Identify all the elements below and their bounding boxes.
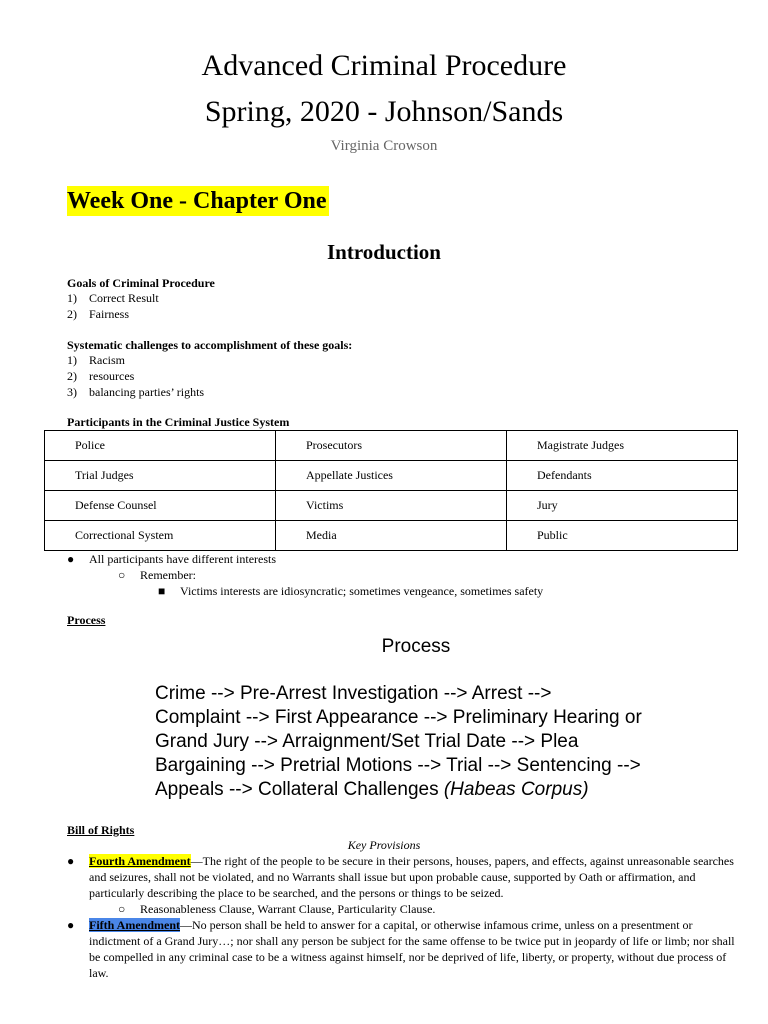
list-text: resources	[89, 369, 135, 383]
bullet-icon: ●	[67, 854, 75, 868]
list-text: Fairness	[89, 307, 129, 321]
list-item	[67, 384, 204, 400]
amendment-body: —No person shall be held to answer for a capital, or otherwise infamous crime, unless on a presentment or indictment of a Grand Jury…; nor shall any person be subject for the same offense to be twice put in jeopardy of life or limb; nor shall be compelled in any criminal case to be a witness against himself, nor be deprived of life, liberty, or property, without due process of law.	[89, 918, 735, 980]
table-cell: Correctional System	[45, 521, 276, 551]
circle-bullet-icon: ○	[118, 902, 126, 916]
square-bullet-icon: ■	[158, 584, 166, 598]
table-cell: Trial Judges	[45, 461, 276, 491]
table-cell: Jury	[507, 491, 738, 521]
document-subtitle: Spring, 2020 - Johnson/Sands	[204, 95, 564, 128]
fifth-amendment-text	[89, 917, 737, 981]
table-cell: Defense Counsel	[45, 491, 276, 521]
process-heading: Process	[67, 613, 106, 627]
process-figure-title: Process	[381, 636, 451, 657]
goals-list	[67, 290, 159, 322]
list-text: balancing parties’ rights	[89, 385, 205, 399]
fourth-amendment-text	[89, 853, 737, 901]
bullet-item	[158, 583, 543, 599]
list-text: Racism	[89, 353, 125, 367]
list-item	[67, 306, 159, 322]
bullet-item	[118, 901, 435, 917]
bullet-icon: ●	[67, 552, 75, 566]
bullet-text: Victims interests are idiosyncratic; sometimes vengeance, sometimes safety	[180, 584, 544, 598]
list-number: 2)	[67, 307, 77, 321]
table-cell: Magistrate Judges	[507, 431, 738, 461]
table-cell: Victims	[276, 491, 507, 521]
week-heading: Week One - Chapter One	[67, 188, 327, 214]
key-provisions-label: Key Provisions	[347, 838, 421, 852]
challenges-list	[67, 352, 204, 400]
list-number: 1)	[67, 353, 77, 367]
table-cell: Prosecutors	[276, 431, 507, 461]
author-name: Virginia Crowson	[330, 138, 438, 154]
table-row	[45, 491, 738, 521]
list-item	[67, 290, 159, 306]
bullet-icon: ●	[67, 918, 75, 932]
table-row	[45, 521, 738, 551]
table-cell: Police	[45, 431, 276, 461]
list-number: 3)	[67, 385, 77, 399]
process-line: Grand Jury --> Arraignment/Set Trial Date --> Plea	[155, 731, 579, 752]
fourth-amendment-item	[67, 853, 737, 901]
list-number: 1)	[67, 291, 77, 305]
process-line: Bargaining --> Pretrial Motions --> Trial --> Sentencing -->	[155, 755, 641, 776]
process-line-text: Appeals --> Collateral Challenges	[155, 779, 444, 800]
section-title: Introduction	[327, 240, 441, 264]
fifth-amendment-label: Fifth Amendment	[89, 918, 180, 932]
bullet-item	[118, 567, 196, 583]
table-cell: Defendants	[507, 461, 738, 491]
process-figure	[0, 630, 768, 810]
table-cell: Appellate Justices	[276, 461, 507, 491]
goals-heading: Goals of Criminal Procedure	[67, 276, 215, 290]
process-line: Complaint --> First Appearance --> Preliminary Hearing or	[155, 707, 642, 728]
challenges-heading: Systematic challenges to accomplishment of these goals:	[67, 338, 353, 352]
table-cell: Public	[507, 521, 738, 551]
fifth-amendment-item	[67, 917, 737, 981]
bullet-text: All participants have different interests	[89, 552, 277, 566]
bullet-text: Reasonableness Clause, Warrant Clause, Particularity Clause.	[140, 902, 436, 916]
bullet-text: Remember:	[140, 568, 196, 582]
list-item	[67, 352, 204, 368]
habeas-corpus-text: (Habeas Corpus)	[443, 779, 589, 800]
table-row	[45, 431, 738, 461]
participants-table	[44, 430, 738, 551]
process-flow	[155, 682, 642, 802]
list-text: Correct Result	[89, 291, 159, 305]
fourth-amendment-label: Fourth Amendment	[89, 854, 191, 868]
list-number: 2)	[67, 369, 77, 383]
list-item	[67, 368, 204, 384]
document-title: Advanced Criminal Procedure	[201, 49, 567, 82]
process-line: Crime --> Pre-Arrest Investigation --> Arrest -->	[155, 683, 552, 704]
amendment-body: —The right of the people to be secure in their persons, houses, papers, and effects, against unreasonable searches and seizures, shall not be violated, and no Warrants shall issue but upon probable cause, supported by Oath or affirmation, and particularly describing the place to be searched, and the persons or things to be seized.	[89, 854, 734, 900]
participants-heading: Participants in the Criminal Justice System	[67, 415, 290, 429]
process-line-last	[155, 778, 642, 802]
table-row	[45, 461, 738, 491]
circle-bullet-icon: ○	[118, 568, 126, 582]
bullet-item	[67, 551, 276, 567]
bill-of-rights-heading: Bill of Rights	[67, 823, 135, 837]
table-cell: Media	[276, 521, 507, 551]
